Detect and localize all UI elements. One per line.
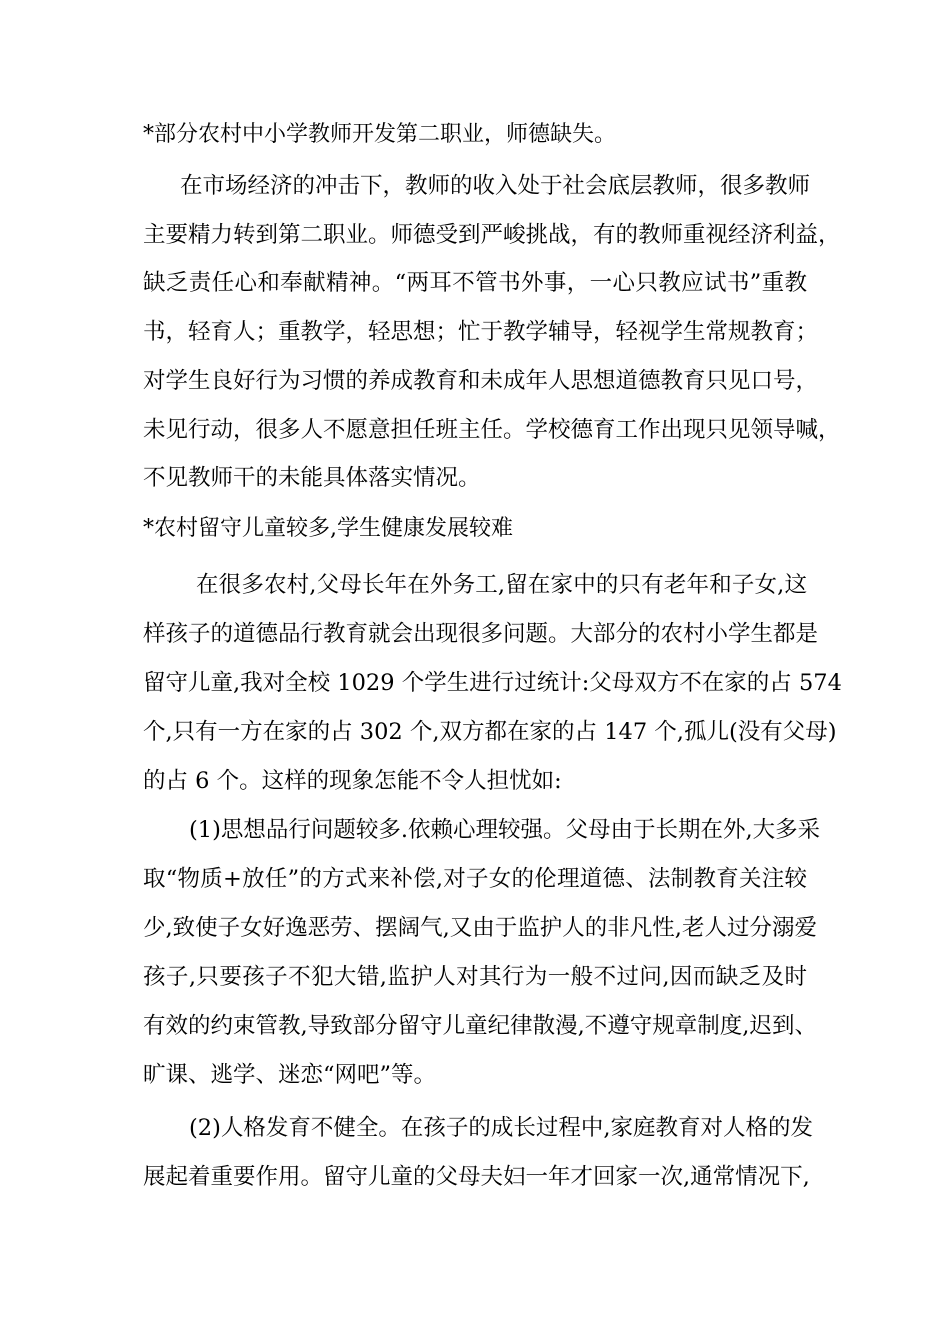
- paragraph-line: 有效的约束管教,导致部分留守儿童纪律散漫,不遵守规章制度,迟到、: [143, 1013, 817, 1039]
- paragraph-line: 未见行动，很多人不愿意担任班主任。学校德育工作出现只见领导喊，: [143, 417, 841, 443]
- paragraph-line: (1)思想品行问题较多.依赖心理较强。父母由于长期在外,大多采: [189, 817, 821, 843]
- paragraph-line: 留守儿童,我对全校 1029 个学生进行过统计:父母双方不在家的占 574: [143, 670, 842, 696]
- paragraph-line: 在市场经济的冲击下，教师的收入处于社会底层教师，很多教师: [180, 173, 811, 199]
- paragraph-line: 孩子,只要孩子不犯大错,监护人对其行为一般不过问,因而缺乏及时: [143, 964, 807, 990]
- paragraph-line: (2)人格发育不健全。在孩子的成长过程中,家庭教育对人格的发: [189, 1115, 814, 1141]
- paragraph-line: 少,致使子女好逸恶劳、摆阔气,又由于监护人的非凡性,老人过分溺爱: [143, 915, 817, 941]
- paragraph-line: 对学生良好行为习惯的养成教育和未成年人思想道德教育只见口号，: [143, 368, 819, 394]
- paragraph-line: 在很多农村,父母长年在外务工,留在家中的只有老年和子女,这: [196, 572, 807, 598]
- section-heading-left-behind-children: *农村留守儿童较多,学生健康发展较难: [143, 516, 513, 541]
- section-heading-teacher-ethics: *部分农村中小学教师开发第二职业，师德缺失。: [143, 122, 617, 147]
- paragraph-line: 主要精力转到第二职业。师德受到严峻挑战，有的教师重视经济利益，: [143, 222, 841, 248]
- paragraph-line: 的占 6 个。这样的现象怎能不令人担忧如:: [143, 768, 562, 794]
- paragraph-line: 个,只有一方在家的占 302 个,双方都在家的占 147 个,孤儿(没有父母): [143, 719, 837, 745]
- paragraph-line: 取“物质+放任”的方式来补偿,对子女的伦理道德、法制教育关注较: [143, 866, 807, 892]
- paragraph-line: 缺乏责任心和奉献精神。“两耳不管书外事，一心只教应试书”重教: [143, 270, 807, 296]
- paragraph-line: 样孩子的道德品行教育就会出现很多问题。大部分的农村小学生都是: [143, 621, 819, 647]
- paragraph-line: 展起着重要作用。留守儿童的父母夫妇一年才回家一次,通常情况下,: [143, 1164, 810, 1190]
- paragraph-line: 不见教师干的未能具体落实情况。: [143, 465, 481, 491]
- paragraph-line: 书，轻育人；重教学，轻思想；忙于教学辅导，轻视学生常规教育；: [143, 319, 819, 345]
- paragraph-line: 旷课、逃学、迷恋“网吧”等。: [143, 1062, 437, 1088]
